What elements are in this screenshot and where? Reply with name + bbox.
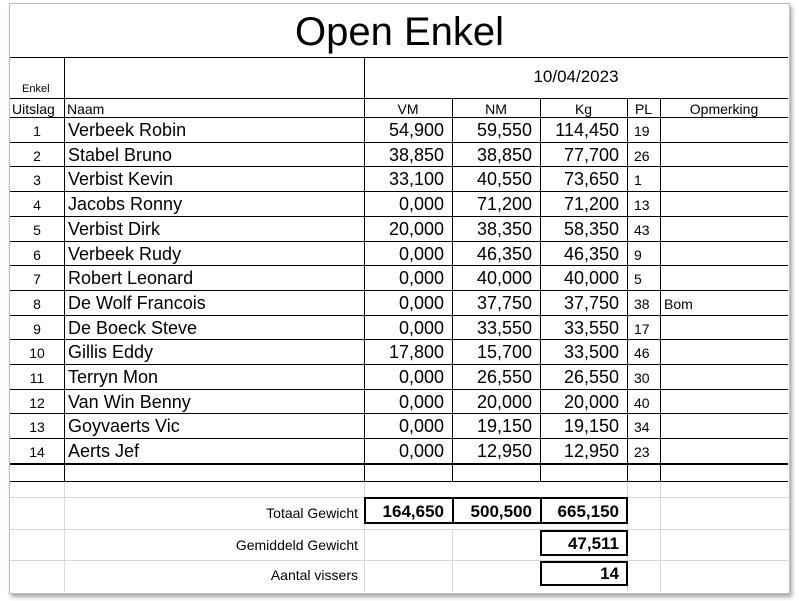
page-title: Open Enkel [294, 10, 505, 54]
row-divider [10, 413, 788, 414]
angler-count-value: 14 [600, 564, 619, 583]
total-nm-value: 500,500 [470, 502, 532, 521]
header-nm: NM [485, 101, 507, 117]
table-border [10, 98, 788, 99]
row-divider [10, 339, 788, 340]
row-divider [10, 438, 788, 439]
row-divider [10, 265, 788, 266]
gridline [452, 529, 453, 592]
row-11-kg: 26,550 [563, 367, 619, 387]
row-divider [10, 191, 788, 192]
table-border [10, 481, 788, 482]
header-uitslag: Uitslag [12, 101, 55, 117]
row-9-kg: 33,550 [563, 317, 619, 338]
row-7-name: Robert Leonard [68, 268, 194, 289]
header-opmerking: Opmerking [689, 101, 759, 117]
row-divider [10, 290, 788, 291]
row-1-pos: 1 [33, 123, 41, 139]
average-weight-label: Gemiddeld Gewicht [235, 537, 358, 553]
header-enkel: Enkel [22, 83, 50, 95]
row-9-pl: 17 [634, 320, 650, 337]
row-3-pos: 3 [33, 172, 41, 189]
row-11-pl: 30 [634, 370, 650, 386]
table-border [10, 117, 788, 118]
row-3-kg: 73,650 [563, 169, 619, 190]
row-4-pl: 13 [634, 197, 650, 214]
row-7-kg: 40,000 [563, 268, 619, 289]
row-2-vm: 38,850 [388, 144, 444, 165]
header-naam: Naam [67, 101, 105, 117]
row-8-pos: 8 [33, 295, 41, 312]
header-vm: VM [397, 101, 419, 117]
row-14-nm: 12,950 [476, 441, 532, 462]
row-9-pos: 9 [33, 320, 41, 337]
gridline [10, 560, 788, 561]
row-divider [10, 389, 788, 390]
row-1-pl: 19 [634, 123, 650, 139]
row-12-pl: 40 [634, 394, 650, 411]
row-14-pl: 23 [634, 444, 650, 461]
row-3-pl: 1 [634, 172, 642, 189]
row-6-pos: 6 [33, 246, 41, 263]
row-divider [10, 364, 788, 365]
row-divider [10, 315, 788, 316]
row-8-nm: 37,750 [476, 292, 532, 313]
row-10-pos: 10 [29, 345, 45, 362]
row-9-nm: 33,550 [476, 317, 532, 338]
row-2-nm: 38,850 [476, 144, 532, 165]
row-2-pos: 2 [33, 147, 41, 164]
row-4-pos: 4 [33, 197, 41, 214]
row-5-nm: 38,350 [476, 218, 532, 239]
row-5-pl: 43 [634, 221, 650, 238]
header-pl: PL [634, 101, 653, 117]
table-border [10, 57, 788, 58]
row-12-nm: 20,000 [476, 391, 532, 412]
row-12-name: Van Win Benny [68, 391, 191, 412]
row-10-name: Gillis Eddy [68, 342, 154, 363]
row-6-kg: 46,350 [563, 243, 619, 264]
row-divider [10, 241, 788, 242]
row-3-name: Verbist Kevin [68, 169, 174, 190]
row-14-pos: 14 [29, 444, 45, 461]
row-13-pos: 13 [29, 419, 45, 436]
header-kg: Kg [574, 101, 593, 117]
row-4-name: Jacobs Ronny [68, 194, 183, 215]
row-8-remark: Bom [664, 295, 693, 312]
row-5-pos: 5 [33, 221, 41, 238]
average-weight-value: 47,511 [567, 534, 619, 553]
row-5-vm: 20,000 [388, 218, 444, 239]
row-12-kg: 20,000 [563, 391, 619, 412]
row-7-pos: 7 [33, 271, 41, 288]
row-10-kg: 33,500 [563, 342, 619, 363]
row-7-nm: 40,000 [476, 268, 532, 289]
table-border [10, 464, 788, 465]
gridline [660, 481, 661, 592]
row-1-name: Verbeek Robin [68, 120, 187, 140]
row-divider [10, 142, 788, 143]
total-weight-label: Totaal Gewicht [266, 505, 358, 521]
row-13-pl: 34 [634, 419, 650, 436]
row-1-kg: 114,450 [555, 120, 619, 140]
row-2-kg: 77,700 [563, 144, 619, 165]
row-3-vm: 33,100 [388, 169, 444, 190]
row-13-name: Goyvaerts Vic [68, 416, 180, 437]
total-kg-value: 665,150 [557, 502, 619, 521]
row-11-vm: 0,000 [398, 367, 444, 387]
row-12-pos: 12 [29, 394, 45, 411]
row-8-kg: 37,750 [563, 292, 619, 313]
row-14-kg: 12,950 [563, 441, 619, 462]
row-4-nm: 71,200 [476, 194, 532, 215]
total-vm-value: 164,650 [382, 502, 444, 521]
row-8-name: De Wolf Francois [68, 292, 206, 313]
row-7-vm: 0,000 [398, 268, 444, 289]
row-13-vm: 0,000 [398, 416, 444, 437]
row-6-name: Verbeek Rudy [68, 243, 182, 264]
row-divider [10, 463, 788, 464]
row-5-name: Verbist Dirk [68, 218, 161, 239]
row-8-vm: 0,000 [398, 292, 444, 313]
table-border [64, 57, 65, 481]
date-label: 10/04/2023 [533, 67, 619, 86]
gridline [10, 529, 788, 530]
row-1-vm: 54,900 [388, 120, 444, 140]
row-6-pl: 9 [634, 246, 642, 263]
row-11-name: Terryn Mon [68, 367, 159, 387]
row-8-pl: 38 [634, 295, 650, 312]
row-10-nm: 15,700 [476, 342, 532, 363]
row-13-kg: 19,150 [563, 416, 619, 437]
row-7-pl: 5 [634, 271, 642, 288]
row-11-pos: 11 [29, 370, 45, 386]
row-12-vm: 0,000 [398, 391, 444, 412]
row-10-pl: 46 [634, 345, 650, 362]
row-10-vm: 17,800 [388, 342, 444, 363]
angler-count-label: Aantal vissers [270, 567, 358, 583]
row-14-name: Aerts Jef [68, 441, 140, 462]
row-9-vm: 0,000 [398, 317, 444, 338]
row-4-kg: 71,200 [563, 194, 619, 215]
row-divider [10, 166, 788, 167]
row-3-nm: 40,550 [476, 169, 532, 190]
row-11-nm: 26,550 [476, 367, 532, 387]
row-4-vm: 0,000 [398, 194, 444, 215]
row-2-pl: 26 [634, 147, 650, 164]
row-5-kg: 58,350 [563, 218, 619, 239]
row-6-vm: 0,000 [398, 243, 444, 264]
row-14-vm: 0,000 [398, 441, 444, 462]
row-9-name: De Boeck Steve [68, 317, 198, 338]
row-divider [10, 216, 788, 217]
row-2-name: Stabel Bruno [68, 144, 173, 165]
row-13-nm: 19,150 [476, 416, 532, 437]
row-6-nm: 46,350 [476, 243, 532, 264]
row-1-nm: 59,550 [476, 120, 532, 140]
